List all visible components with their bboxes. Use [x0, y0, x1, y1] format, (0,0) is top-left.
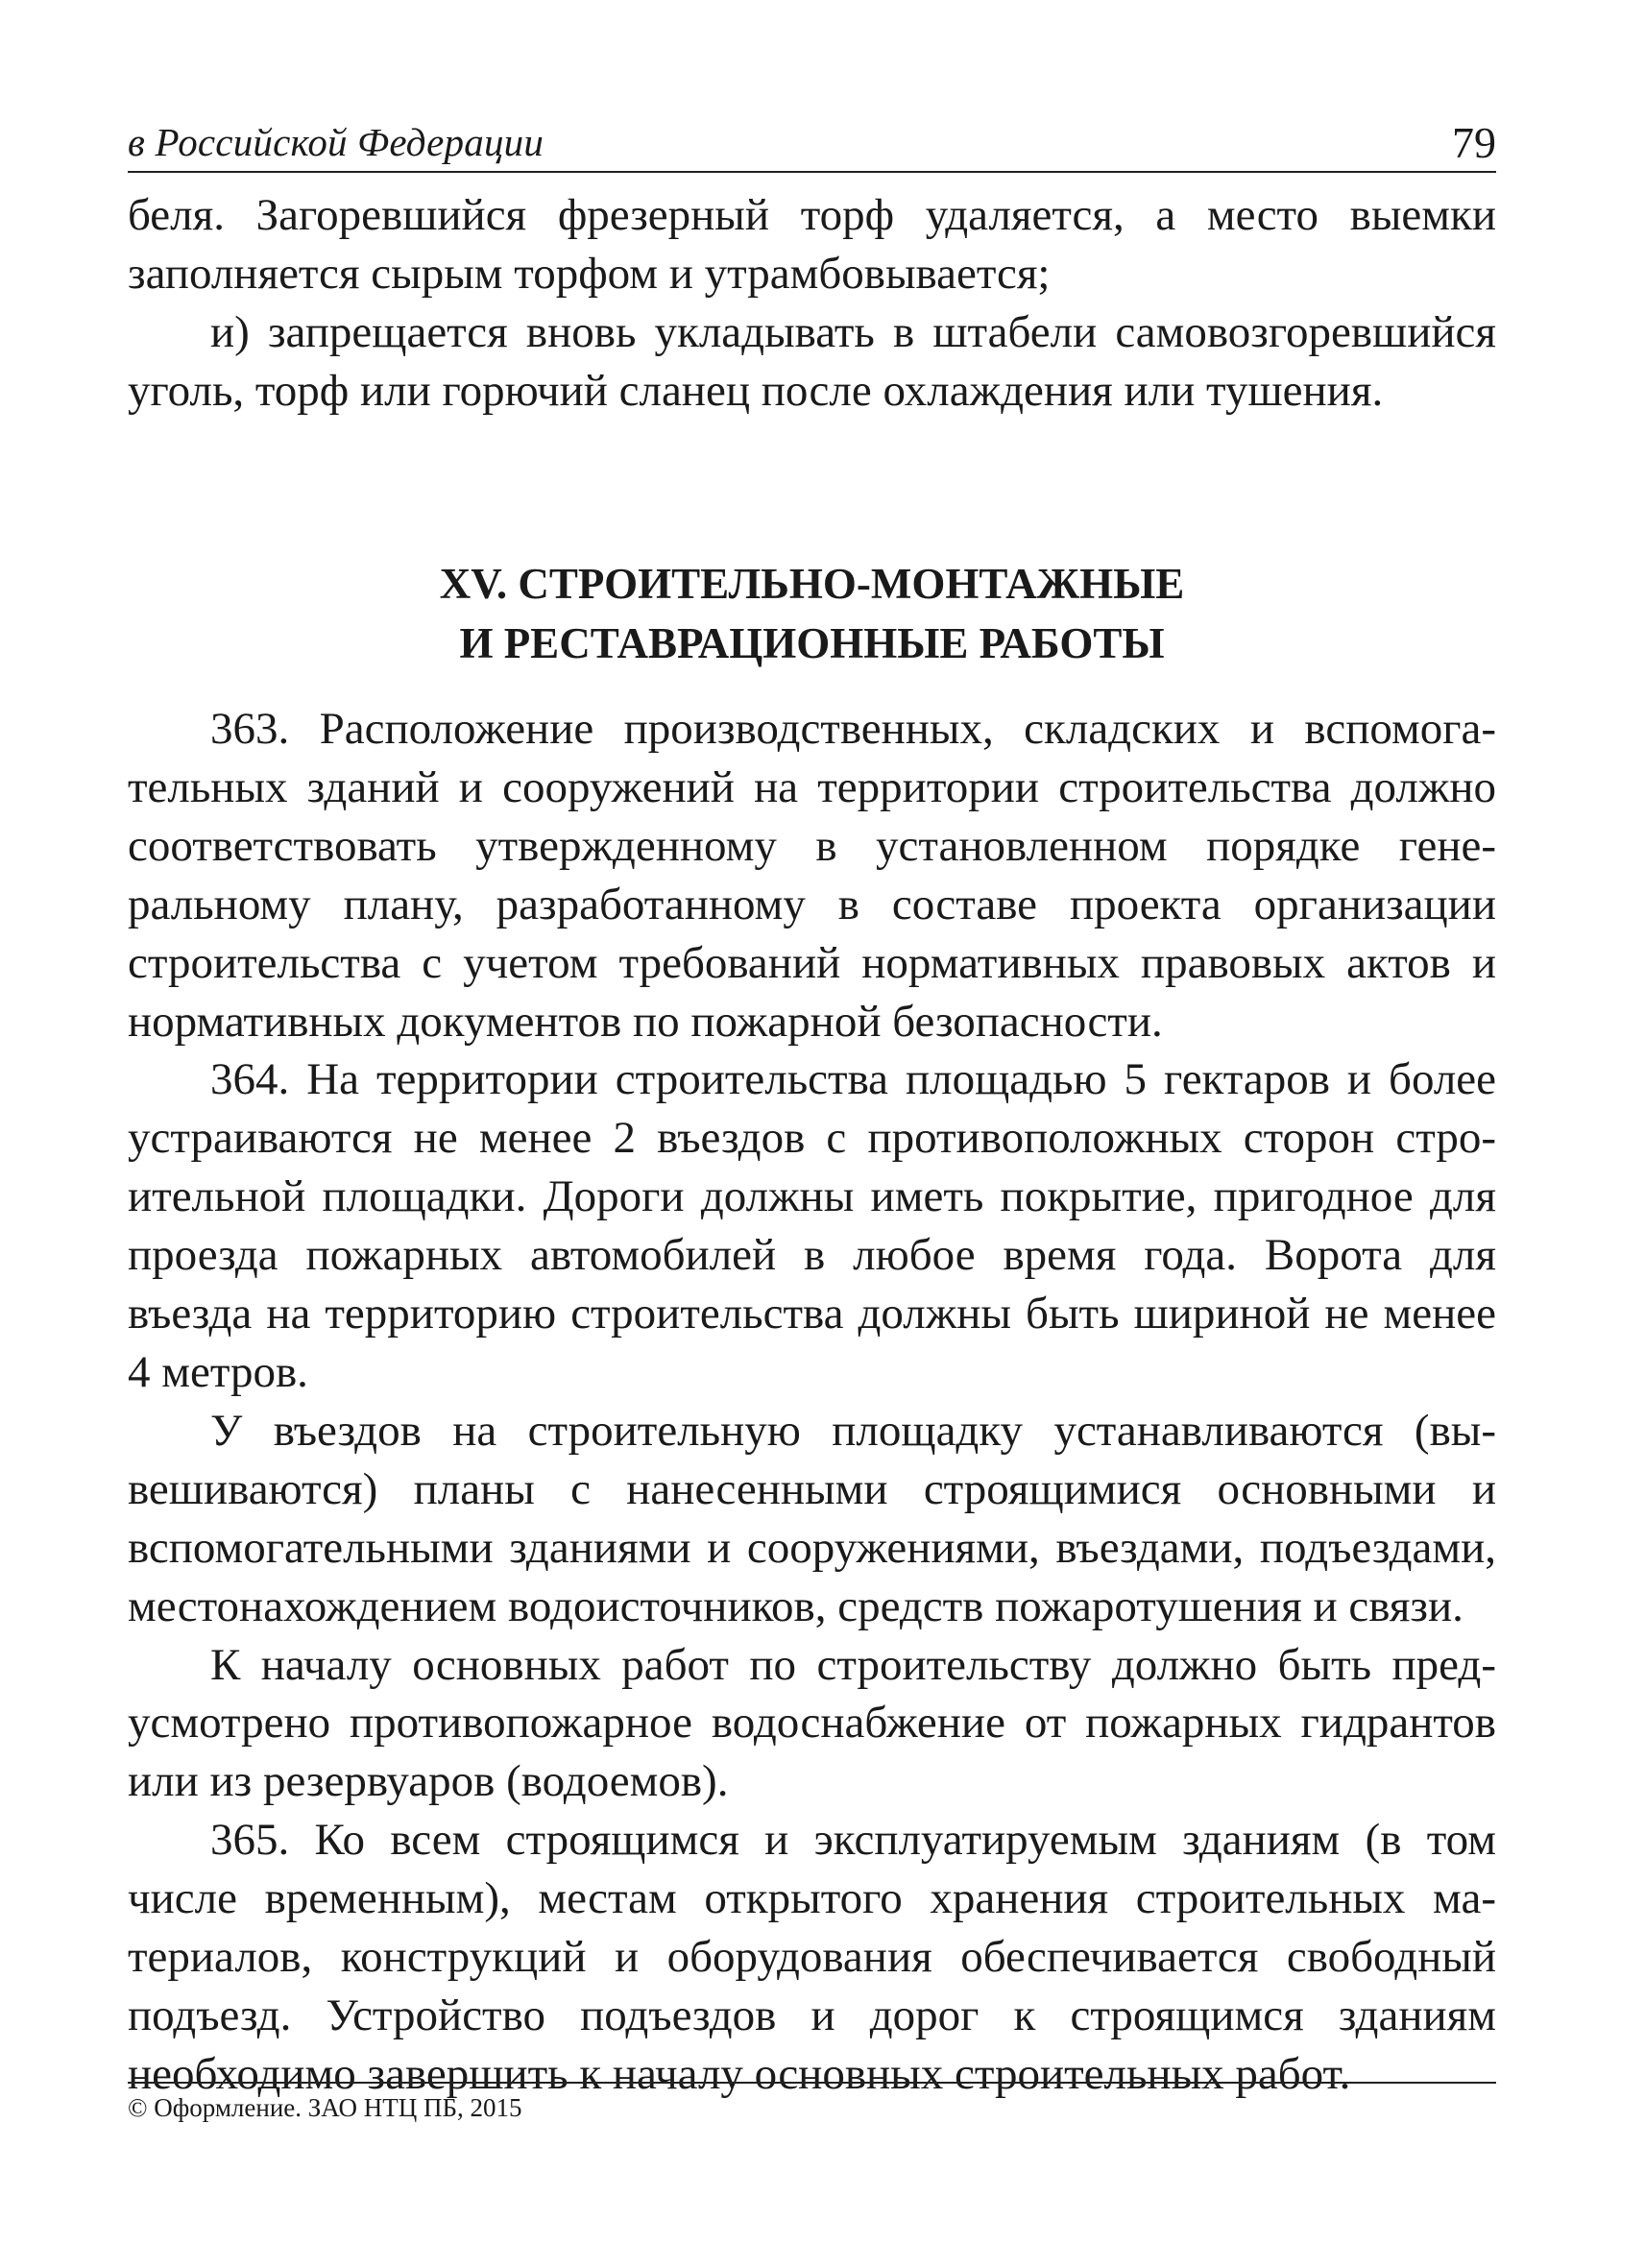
page-number: 79: [1452, 118, 1496, 167]
paragraph-364-entrances: У въездов на строительную площадку устанавливаются (вывешиваются) планы с нанесенными строящимися основными и вспомогательными зданиями и сооружениями, въездами, подъездами, местонахождением водоисточников, средств пожаротушения и связи.: [128, 1405, 1496, 1631]
section-heading-line-2: И РЕСТАВРАЦИОННЫЕ РАБОТЫ: [459, 619, 1165, 667]
paragraph-364: 364. На территории строительства площадью 5 гектаров и более устраиваются не менее 2 въездов с противоположных сторон строительной площадки. Дороги должны иметь покрытие, пригодное для проезда пожарных автомобилей в любое время года. Ворота для въезда на территорию строительства должны быть шириной не менее 4 метров.: [128, 1054, 1496, 1397]
header-divider: [128, 171, 1496, 173]
footer-copyright: © Оформление. ЗАО НТЦ ПБ, 2015: [128, 2093, 522, 2122]
footer-divider: [128, 2082, 1496, 2084]
section-heading: [128, 554, 1496, 673]
section-body: [128, 700, 1496, 2104]
paragraph-item-i: и) запрещается вновь укладывать в штабели самовозгоревшийся уголь, торф или горючий сланец после охлаждения или тушения.: [128, 307, 1496, 416]
continuation-text: [128, 186, 1496, 421]
paragraph-364-water-supply: К началу основных работ по строительству должно быть предусмотрено противопожарное водоснабжение от пожарных гидрантов или из резервуаров (водоемов).: [128, 1639, 1496, 1807]
section-heading-line-1: XV. СТРОИТЕЛЬНО-МОНТАЖНЫЕ: [439, 560, 1185, 608]
paragraph-363: 363. Расположение производственных, складских и вспомогательных зданий и сооружений на территории строительства должно соответствовать утвержденному в установленном порядке генеральному плану, разработанному в составе проекта организации строительства с учетом требований нормативных правовых актов и нормативных документов по пожарной безопасности.: [128, 704, 1496, 1047]
paragraph-continuation: беля. Загоревшийся фрезерный торф удаляется, а место выемки заполняется сырым торфом и утрамбовывается;: [128, 190, 1496, 299]
running-head: [128, 117, 1496, 175]
running-title: в Российской Федерации: [128, 120, 544, 164]
paragraph-365: 365. Ко всем строящимся и эксплуатируемым зданиям (в том числе временным), местам открытого хранения строительных материалов, конструкций и оборудования обеспечивается свободный подъезд. Устройство подъездов и дорог к строящимся зданиям необходимо завершить к началу основных строительных работ.: [128, 1815, 1496, 2099]
